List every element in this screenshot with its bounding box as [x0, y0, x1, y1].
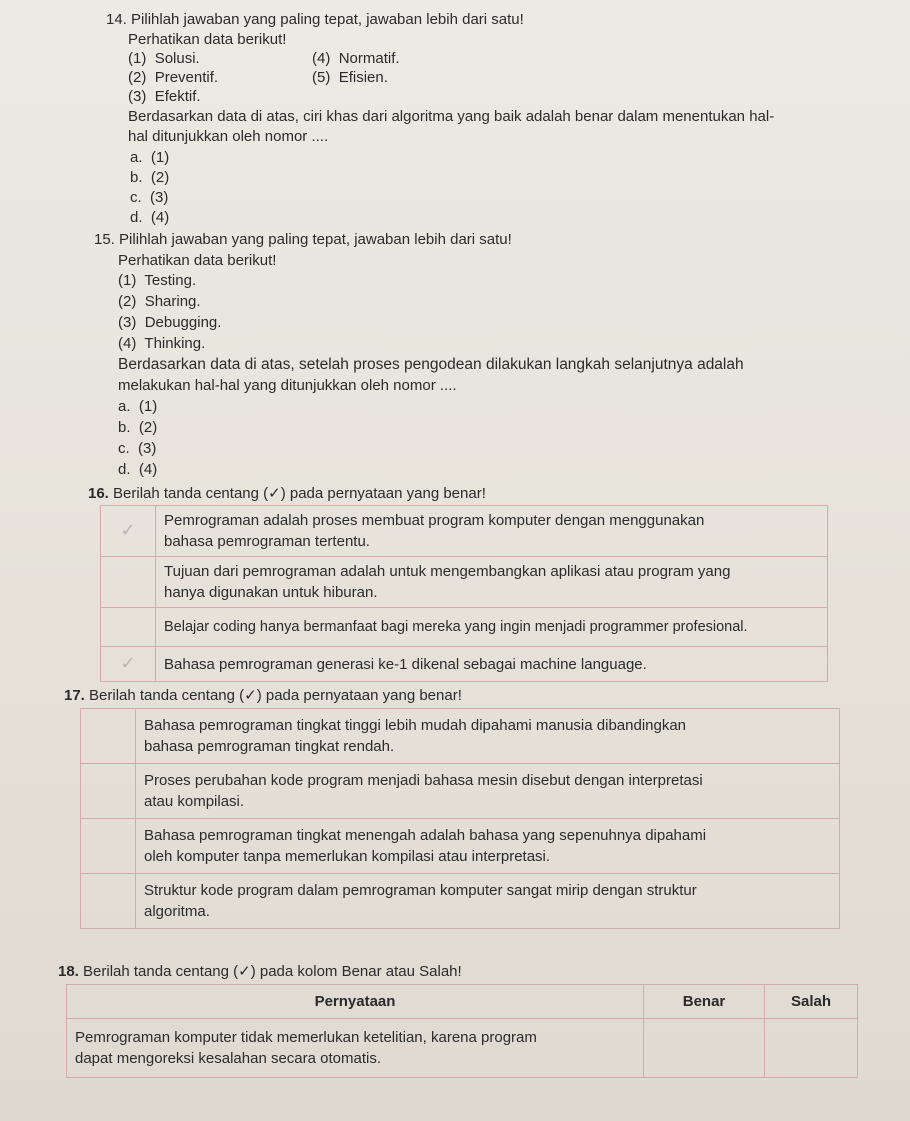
q17-table: [80, 708, 840, 929]
q18-number: 18.: [58, 963, 79, 980]
q15-item-4: (4) Thinking.: [118, 335, 206, 352]
table-row: [81, 874, 840, 929]
table-row: [101, 608, 828, 647]
q18-header-true: Benar: [644, 985, 765, 1019]
q18-header-false: Salah: [765, 985, 858, 1019]
check-mark-icon: ✓: [120, 653, 136, 673]
q14-item-2: (2) Preventif.: [128, 69, 219, 86]
q15-option-b[interactable]: b. (2): [118, 419, 158, 436]
q17-statement-2: Proses perubahan kode program menjadi bahasa mesin disebut dengan interpretasi atau kompilasi.: [136, 764, 840, 819]
q15-question-line2: melakukan hal-hal yang ditunjukkan oleh nomor ....: [118, 377, 457, 394]
q17-check-cell-3[interactable]: [81, 819, 136, 874]
q14-heading: [106, 10, 524, 30]
table-row: [101, 506, 828, 557]
q15-option-a[interactable]: a. (1): [118, 398, 158, 415]
q15-option-d[interactable]: d. (4): [118, 461, 158, 478]
q17-statement-1: Bahasa pemrograman tingkat tinggi lebih mudah dipahami manusia dibandingkan bahasa pemrograman tingkat rendah.: [136, 709, 840, 764]
q16-statement-3: Belajar coding hanya bermanfaat bagi mereka yang ingin menjadi programmer profesional.: [156, 608, 828, 647]
q15-intro: Perhatikan data berikut!: [118, 252, 277, 269]
table-row: [67, 1019, 858, 1078]
q15-heading: [94, 230, 512, 250]
q17-check-cell-1[interactable]: [81, 709, 136, 764]
table-row: [101, 647, 828, 682]
q18-statement-1: Pemrograman komputer tidak memerlukan ketelitian, karena program dapat mengoreksi kesalahan secara otomatis.: [67, 1019, 644, 1078]
q15-prompt: Pilihlah jawaban yang paling tepat, jawaban lebih dari satu!: [119, 231, 512, 248]
q14-option-d[interactable]: d. (4): [130, 209, 170, 226]
q15-item-1: (1) Testing.: [118, 272, 197, 289]
table-row: [81, 819, 840, 874]
q18-header-statement: Pernyataan: [67, 985, 644, 1019]
check-mark-icon: ✓: [120, 520, 136, 540]
q16-prompt: Berilah tanda centang (✓) pada pernyataan yang benar!: [113, 485, 486, 502]
q17-heading: [64, 686, 462, 706]
q14-option-b[interactable]: b. (2): [130, 169, 170, 186]
q18-prompt: Berilah tanda centang (✓) pada kolom Benar atau Salah!: [83, 963, 462, 980]
table-header-row: [67, 985, 858, 1019]
q14-intro: Perhatikan data berikut!: [128, 31, 287, 48]
q14-prompt: Pilihlah jawaban yang paling tepat, jawaban lebih dari satu!: [131, 11, 524, 28]
q17-number: 17.: [64, 687, 85, 704]
q17-prompt: Berilah tanda centang (✓) pada pernyataan yang benar!: [89, 687, 462, 704]
q14-option-c[interactable]: c. (3): [130, 189, 169, 206]
q16-check-cell-3[interactable]: [101, 608, 156, 647]
q16-number: 16.: [88, 485, 109, 502]
q16-check-cell-4[interactable]: [101, 647, 156, 682]
q16-heading: [88, 484, 486, 504]
table-row: [81, 709, 840, 764]
q17-check-cell-2[interactable]: [81, 764, 136, 819]
q18-heading: [58, 962, 462, 982]
q15-question-line1: Berdasarkan data di atas, setelah proses pengodean dilakukan langkah selanjutnya adalah: [118, 356, 744, 373]
q14-item-4: (4) Normatif.: [312, 50, 400, 67]
q14-question-line1: Berdasarkan data di atas, ciri khas dari algoritma yang baik adalah benar dalam menentukan hal-: [128, 108, 775, 125]
q14-item-1: (1) Solusi.: [128, 50, 200, 67]
q14-item-3: (3) Efektif.: [128, 88, 201, 105]
q15-item-2: (2) Sharing.: [118, 293, 201, 310]
q14-item-5: (5) Efisien.: [312, 69, 388, 86]
q18-true-cell-1[interactable]: [644, 1019, 765, 1078]
q16-check-cell-1[interactable]: [101, 506, 156, 557]
table-row: [81, 764, 840, 819]
q17-statement-4: Struktur kode program dalam pemrograman komputer sangat mirip dengan struktur algoritma.: [136, 874, 840, 929]
q16-check-cell-2[interactable]: [101, 557, 156, 608]
q17-statement-3: Bahasa pemrograman tingkat menengah adalah bahasa yang sepenuhnya dipahami oleh komputer tanpa memerlukan kompilasi atau interpretasi.: [136, 819, 840, 874]
q16-statement-2: Tujuan dari pemrograman adalah untuk mengembangkan aplikasi atau program yang hanya digunakan untuk hiburan.: [156, 557, 828, 608]
q14-number: 14.: [106, 11, 127, 28]
q14-question-line2: hal ditunjukkan oleh nomor ....: [128, 128, 329, 145]
q15-item-3: (3) Debugging.: [118, 314, 222, 331]
table-row: [101, 557, 828, 608]
q15-option-c[interactable]: c. (3): [118, 440, 157, 457]
q14-option-a[interactable]: a. (1): [130, 149, 170, 166]
q16-statement-1: Pemrograman adalah proses membuat program komputer dengan menggunakan bahasa pemrograman tertentu.: [156, 506, 828, 557]
q16-table: [100, 505, 828, 682]
q18-false-cell-1[interactable]: [765, 1019, 858, 1078]
q15-number: 15.: [94, 231, 115, 248]
q16-statement-4: Bahasa pemrograman generasi ke-1 dikenal sebagai machine language.: [156, 647, 828, 682]
q18-table: [66, 984, 858, 1078]
q17-check-cell-4[interactable]: [81, 874, 136, 929]
